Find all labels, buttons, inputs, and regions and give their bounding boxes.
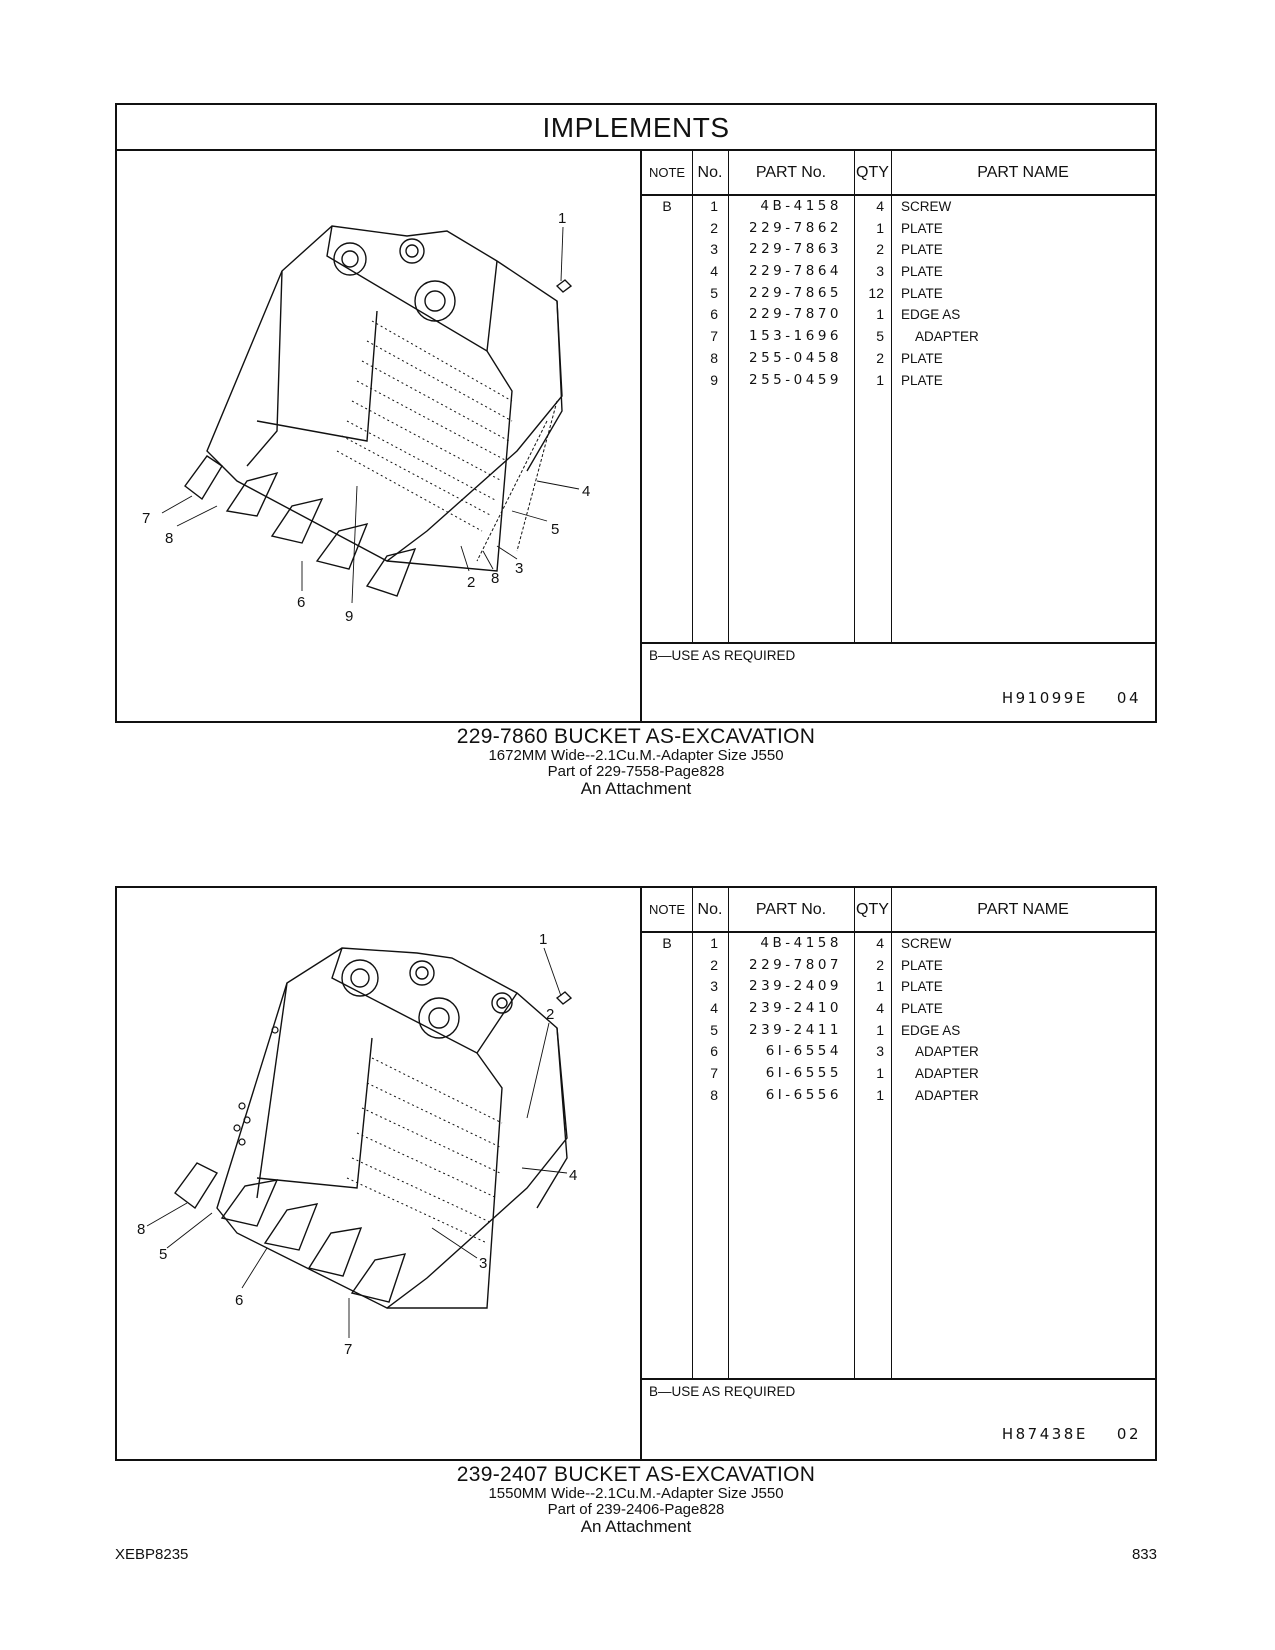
table-row: 9 255-0459 1 PLATE xyxy=(710,371,943,388)
page-number: 833 xyxy=(1131,1546,1157,1563)
callout-label: 3 xyxy=(515,560,524,577)
callout-label: 8 xyxy=(165,530,174,547)
callout-label: 4 xyxy=(569,1167,578,1184)
column-qty: QTY xyxy=(856,164,889,181)
column-part-name: PART NAME xyxy=(977,164,1069,181)
table-header xyxy=(642,888,1155,933)
callout-label: 3 xyxy=(479,1255,488,1272)
column-no: No. xyxy=(697,164,723,181)
footnote: B—USE AS REQUIRED xyxy=(649,648,796,663)
callout-label: 4 xyxy=(582,483,591,500)
table-row: 6 229-7870 1 EDGE AS xyxy=(710,306,961,323)
parts-panel-1 xyxy=(115,103,1157,723)
parts-panel-2 xyxy=(115,886,1157,1461)
caption-1 xyxy=(115,726,1157,798)
caption-line: Part of 239-2406-Page828 xyxy=(547,1501,725,1518)
callout-label: 2 xyxy=(546,1006,555,1023)
callout-label: 7 xyxy=(142,510,151,527)
parts-table-1 xyxy=(640,151,1155,723)
footnote: B—USE AS REQUIRED xyxy=(649,1384,796,1399)
caption-line: An Attachment xyxy=(580,1517,692,1536)
column-qty: QTY xyxy=(856,901,889,918)
table-footer xyxy=(642,642,1155,725)
table-row: 7 153-1696 5 ADAPTER xyxy=(710,328,979,345)
table-row: B 1 4B-4158 4 SCREW xyxy=(662,935,952,951)
table-row: 3 239-2409 1 PLATE xyxy=(710,978,943,995)
column-part-no: PART No. xyxy=(755,164,827,181)
column-part-name: PART NAME xyxy=(977,901,1069,918)
parts-table-2 xyxy=(640,888,1155,1459)
caption-line: Part of 229-7558-Page828 xyxy=(547,763,725,780)
bucket-illustration-1 xyxy=(117,151,640,723)
table-row: 5 229-7865 12 PLATE xyxy=(710,284,943,301)
illustration-code: H91099E 04 xyxy=(1001,689,1141,707)
callout-label: 9 xyxy=(345,608,354,625)
callout-label: 6 xyxy=(297,594,306,611)
caption-line: An Attachment xyxy=(580,779,692,798)
callout-label: 6 xyxy=(235,1292,244,1309)
table-row: 6 6I-6554 3 ADAPTER xyxy=(710,1043,979,1060)
table-row: 8 6I-6556 1 ADAPTER xyxy=(710,1086,979,1103)
column-note: NOTE xyxy=(648,165,686,180)
callout-label: 1 xyxy=(558,210,567,227)
callout-label: 5 xyxy=(551,521,560,538)
doc-id: XEBP8235 xyxy=(115,1546,189,1563)
callout-label: 8 xyxy=(137,1221,146,1238)
section-title: IMPLEMENTS xyxy=(117,105,1155,151)
caption-line: 1672MM Wide--2.1Cu.M.-Adapter Size J550 xyxy=(488,747,784,764)
caption-line: 1550MM Wide--2.1Cu.M.-Adapter Size J550 xyxy=(488,1485,784,1502)
table-row: 5 239-2411 1 EDGE AS xyxy=(710,1021,961,1038)
callout-label: 5 xyxy=(159,1246,168,1263)
callout-label: 7 xyxy=(344,1341,353,1358)
table-row: 4 239-2410 4 PLATE xyxy=(710,1000,943,1017)
column-part-no: PART No. xyxy=(755,901,827,918)
callout-label: 1 xyxy=(539,931,548,948)
table-header xyxy=(642,151,1155,196)
column-no: No. xyxy=(697,901,723,918)
table-row: 2 229-7862 1 PLATE xyxy=(710,219,943,236)
table-row: 2 229-7807 2 PLATE xyxy=(710,956,943,973)
callout-label: 8 xyxy=(491,570,500,587)
caption-title: 239-2407 BUCKET AS-EXCAVATION xyxy=(456,1463,816,1486)
table-footer xyxy=(642,1378,1155,1461)
table-row: 7 6I-6555 1 ADAPTER xyxy=(710,1065,979,1082)
bucket-illustration-2 xyxy=(117,888,640,1459)
table-row: 3 229-7863 2 PLATE xyxy=(710,241,943,258)
callout-label: 2 xyxy=(467,574,476,591)
table-row: B 1 4B-4158 4 SCREW xyxy=(662,198,952,214)
illustration-code: H87438E 02 xyxy=(1001,1425,1141,1443)
caption-title: 229-7860 BUCKET AS-EXCAVATION xyxy=(456,725,816,748)
table-row: 4 229-7864 3 PLATE xyxy=(710,263,943,280)
caption-2 xyxy=(115,1464,1157,1536)
table-row: 8 255-0458 2 PLATE xyxy=(710,349,943,366)
column-note: NOTE xyxy=(648,902,686,917)
